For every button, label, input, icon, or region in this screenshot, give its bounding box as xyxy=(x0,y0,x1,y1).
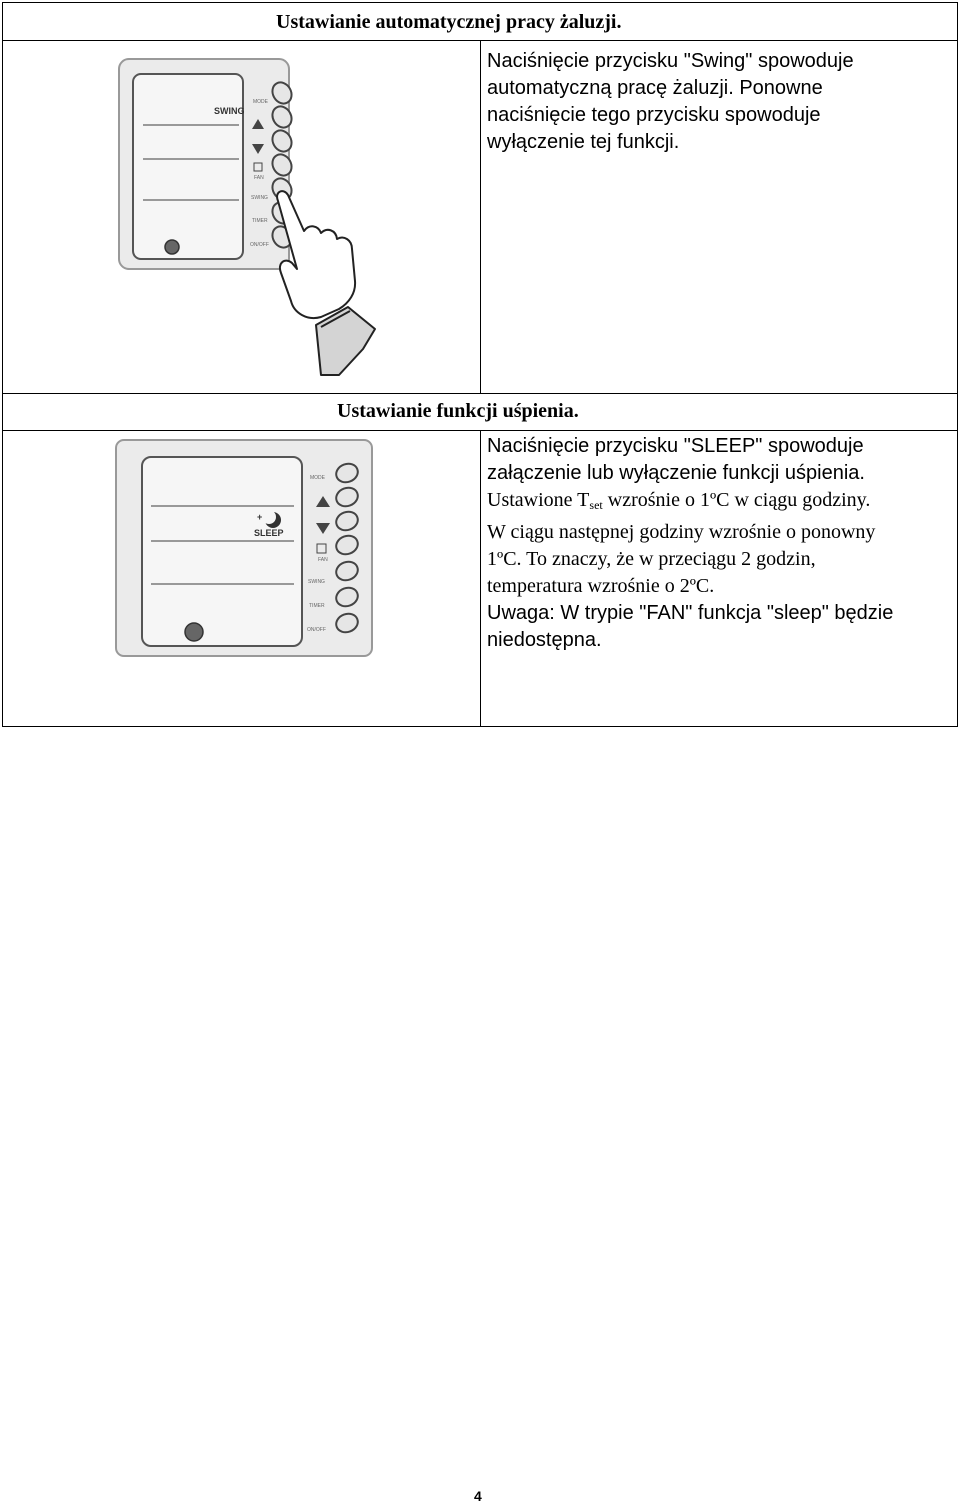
display-sleep-label: SLEEP xyxy=(254,528,284,538)
remote-display xyxy=(142,457,302,646)
mode-label: MODE xyxy=(310,475,325,481)
section2-header xyxy=(3,394,957,431)
timer-label: TIMER xyxy=(252,218,268,224)
section2-line: niedostępna. xyxy=(487,629,602,651)
section2-title: Ustawianie funkcji uśpienia. xyxy=(337,400,579,422)
instruction-table xyxy=(2,2,958,727)
remote-display xyxy=(133,74,243,259)
section2-line: W ciągu następnej godziny wzrośnie o ponowny xyxy=(487,521,876,543)
section1-text-cell xyxy=(481,41,957,393)
onoff-label: ON/OFF xyxy=(307,627,326,633)
fan-label: FAN xyxy=(318,557,328,563)
section1-line: Naciśnięcie przycisku "Swing" spowoduje xyxy=(487,50,854,72)
remote-sleep-illustration xyxy=(3,431,481,726)
section2-line: temperatura wzrośnie o 2ºC. xyxy=(487,575,715,597)
section1-row xyxy=(3,41,957,394)
remote-swing-illustration xyxy=(3,41,481,394)
timer-label: TIMER xyxy=(309,603,325,609)
section1-line: naciśnięcie tego przycisku spowoduje xyxy=(487,104,821,126)
mode-label: MODE xyxy=(253,99,268,105)
section1-line: automatyczną pracę żaluzji. Ponowne xyxy=(487,77,823,99)
fan-label: FAN xyxy=(254,175,264,181)
section1-title: Ustawianie automatycznej pracy żaluzji. xyxy=(276,11,622,33)
section1-header xyxy=(3,3,957,41)
indicator-led xyxy=(165,240,179,254)
page-number: 4 xyxy=(474,1488,482,1504)
svg-text:+: + xyxy=(257,512,263,522)
onoff-label: ON/OFF xyxy=(250,242,269,248)
swing-button-label: SWING xyxy=(308,579,325,585)
section1-line: wyłączenie tej funkcji. xyxy=(487,131,680,153)
section2-line: 1ºC. To znaczy, że w przeciągu 2 godzin, xyxy=(487,548,816,570)
section2-image-cell xyxy=(3,431,481,726)
section2-line: załączenie lub wyłączenie funkcji uśpienia. xyxy=(487,462,865,484)
section2-line: Naciśnięcie przycisku "SLEEP" spowoduje xyxy=(487,435,864,457)
swing-button-label: SWING xyxy=(251,195,268,201)
section2-line-tset: Ustawione $T_{set}$ wzrośnie o 1ºC w ciągu godziny. xyxy=(487,489,871,512)
section2-row xyxy=(3,431,957,726)
section1-image-cell xyxy=(3,41,481,393)
section1-description xyxy=(487,48,854,156)
indicator-led xyxy=(185,623,203,641)
pointing-hand-icon xyxy=(277,191,375,375)
section2-text-cell xyxy=(481,431,957,726)
section2-line: Uwaga: W trypie "FAN" funkcja "sleep" będzie xyxy=(487,602,894,624)
section2-description xyxy=(487,433,893,654)
display-swing-label: SWING xyxy=(214,106,245,116)
